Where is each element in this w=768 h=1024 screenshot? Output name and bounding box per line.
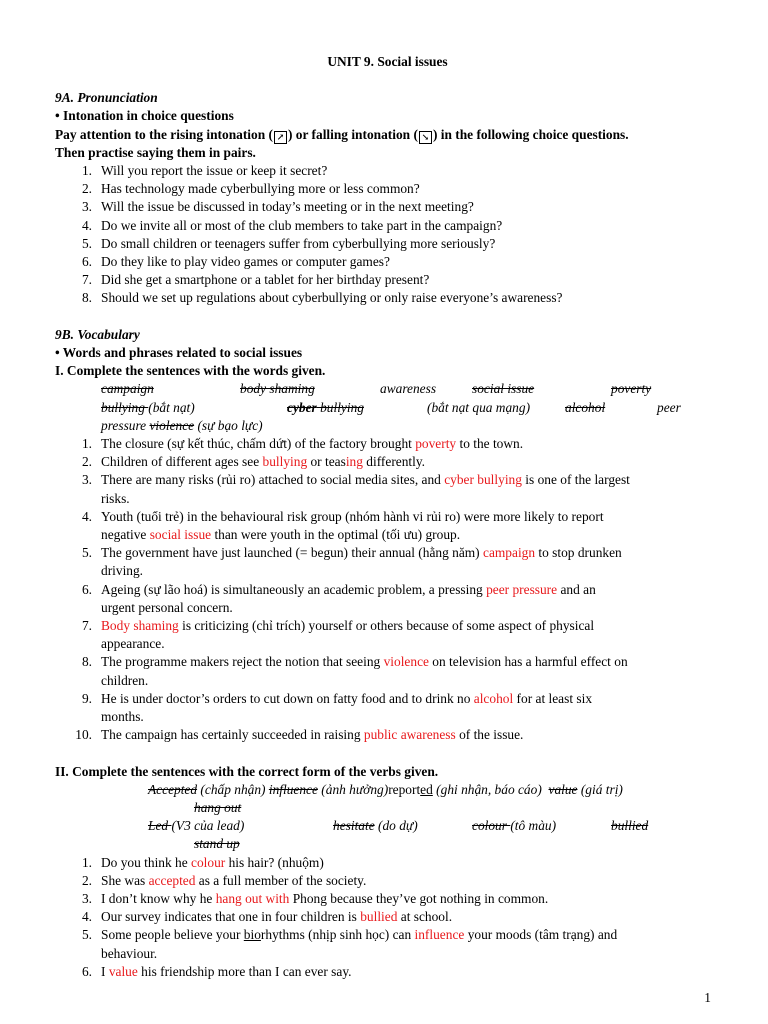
- list-item: 8. Should we set up regulations about cyberbullying or only raise everyone’s awareness?: [81, 290, 563, 306]
- answer: colour: [191, 854, 226, 870]
- list-item: 6. Do they like to play video games or computer games?: [81, 254, 390, 270]
- list-item: 5. The government have just launched (= begun) their annual (hằng năm) campaign to stop drunken driving.: [81, 545, 622, 579]
- word-awareness: awareness: [380, 381, 437, 397]
- answer: poverty: [415, 435, 457, 451]
- list-item: 1. Do you think he colour his hair? (nhuộm): [81, 854, 324, 870]
- pronunciation-list: [55, 162, 715, 308]
- list-item: 5. Do small children or teenagers suffer from cyberbullying more seriously?: [81, 235, 496, 251]
- answer: value: [108, 963, 138, 979]
- document-page: [55, 53, 715, 981]
- exercise1-list: [55, 435, 715, 744]
- pronunciation-subheading: • Intonation in choice questions: [55, 108, 234, 124]
- answer: influence: [414, 927, 465, 943]
- answer: violence: [383, 654, 429, 670]
- answer: cyber bullying: [444, 472, 522, 488]
- word-hang-out: hang out: [194, 800, 242, 816]
- list-item: 6. Ageing (sự lão hoá) is simultaneously an academic problem, a pressing peer pressure and an urgent personal concern.: [81, 581, 596, 615]
- list-item: 7. Did she get a smartphone or a tablet for her birthday present?: [81, 272, 430, 288]
- word-bank-1: [55, 380, 715, 435]
- list-item: 1. The closure (sự kết thúc, chấm dứt) of the factory brought poverty to the town.: [81, 435, 524, 451]
- word-alcohol: alcohol: [565, 399, 606, 415]
- vocabulary-heading: 9B. Vocabulary: [55, 326, 140, 342]
- word-accepted-influence-reported-value: Accepted (chấp nhận) influence (ảnh hưởng)reported (ghi nhận, báo cáo) value (giá trị): [148, 781, 623, 797]
- list-item: 10. The campaign has certainly succeeded in raising public awareness of the issue.: [75, 727, 524, 743]
- exercise2-list: [55, 854, 715, 981]
- list-item: 3. There are many risks (rủi ro) attached to social media sites, and cyber bullying is one of the largest risks.: [81, 472, 630, 506]
- answer: campaign: [483, 545, 536, 561]
- page-title: UNIT 9. Social issues: [327, 54, 448, 69]
- list-item: 4. Our survey indicates that one in four children is bullied at school.: [81, 909, 453, 925]
- word-poverty: poverty: [611, 381, 652, 397]
- list-item: 2. Has technology made cyberbullying more or less common?: [81, 181, 420, 197]
- list-item: 1. Will you report the issue or keep it secret?: [81, 163, 328, 178]
- vocabulary-subheading: • Words and phrases related to social issues: [55, 345, 303, 361]
- answer: public awareness: [363, 727, 456, 743]
- word-led: Led (V3 của lead): [148, 818, 245, 834]
- list-item: 3. I don’t know why he hang out with Phong because they’ve got nothing in common.: [81, 890, 549, 906]
- word-pressure-violence: pressure violence (sự bạo lực): [101, 417, 263, 433]
- list-item: 2. Children of different ages see bullying or teasing differently.: [81, 454, 426, 470]
- word-colour: colour (tô màu): [472, 818, 557, 834]
- page-number: 1: [704, 990, 711, 1005]
- pronunciation-instruction: Pay attention to the rising intonation ( ↗ ) or falling intonation ( ↘ ) in the following choice questions.: [55, 126, 629, 142]
- list-item: 9. He is under doctor’s orders to cut down on fatty food and to drink no alcohol for at least six months.: [81, 690, 593, 725]
- exercise2-title: II. Complete the sentences with the correct form of the verbs given.: [55, 763, 439, 779]
- word-cyber-gloss: (bắt nạt qua mạng): [427, 399, 531, 415]
- pronunciation-instruction-line2: Then practise saying them in pairs.: [55, 144, 256, 160]
- answer: alcohol: [473, 690, 514, 706]
- list-item: 4. Youth (tuổi trẻ) in the behavioural risk group (nhóm hành vi rủi ro) were more likely to report negative social issue than were youth in the optimal (tối ưu) group.: [81, 508, 604, 542]
- word-body-shaming: body shaming: [240, 381, 315, 397]
- word-hesitate: hesitate (do dự): [333, 818, 418, 834]
- list-item: 4. Do we invite all or most of the club members to take part in the campaign?: [81, 217, 503, 233]
- falling-arrow-icon: ↘: [419, 131, 432, 144]
- word-campaign: campaign: [101, 381, 154, 397]
- answer: hang out with: [215, 890, 290, 906]
- word-bullied: bullied: [611, 818, 649, 834]
- pronunciation-heading: 9A. Pronunciation: [55, 90, 158, 106]
- word-peer: peer: [657, 399, 681, 415]
- word-bullying: bullying (bắt nạt): [101, 399, 195, 415]
- word-cyber-bullying: cyber bullying: [287, 399, 364, 415]
- answer: accepted: [148, 872, 196, 888]
- exercise1-title: I. Complete the sentences with the words given.: [55, 363, 326, 379]
- answer: peer pressure: [486, 581, 558, 597]
- list-item: 8. The programme makers reject the notion that seeing violence on television has a harmful effect on children.: [81, 654, 628, 688]
- list-item: 3. Will the issue be discussed in today’s meeting or in the next meeting?: [81, 199, 474, 215]
- list-item: 5. Some people believe your biorhythms (nhịp sinh học) can influence your moods (tâm trạng) and behaviour.: [81, 927, 618, 961]
- list-item: 2. She was accepted as a full member of the society.: [81, 872, 367, 888]
- answer: bullied: [360, 909, 398, 925]
- word-bank-2: [55, 781, 715, 854]
- rising-arrow-icon: ↗: [274, 131, 287, 144]
- list-item: 7. Body shaming is criticizing (chỉ trích) yourself or others because of some aspect of physical appearance.: [81, 618, 595, 652]
- answer: social issue: [149, 527, 212, 542]
- word-stand-up: stand up: [194, 836, 240, 852]
- answer: bullying: [262, 454, 308, 470]
- list-item: 6. I value his friendship more than I can ever say.: [81, 963, 352, 979]
- answer: Body shaming: [101, 618, 179, 634]
- word-social-issue: social issue: [472, 381, 535, 397]
